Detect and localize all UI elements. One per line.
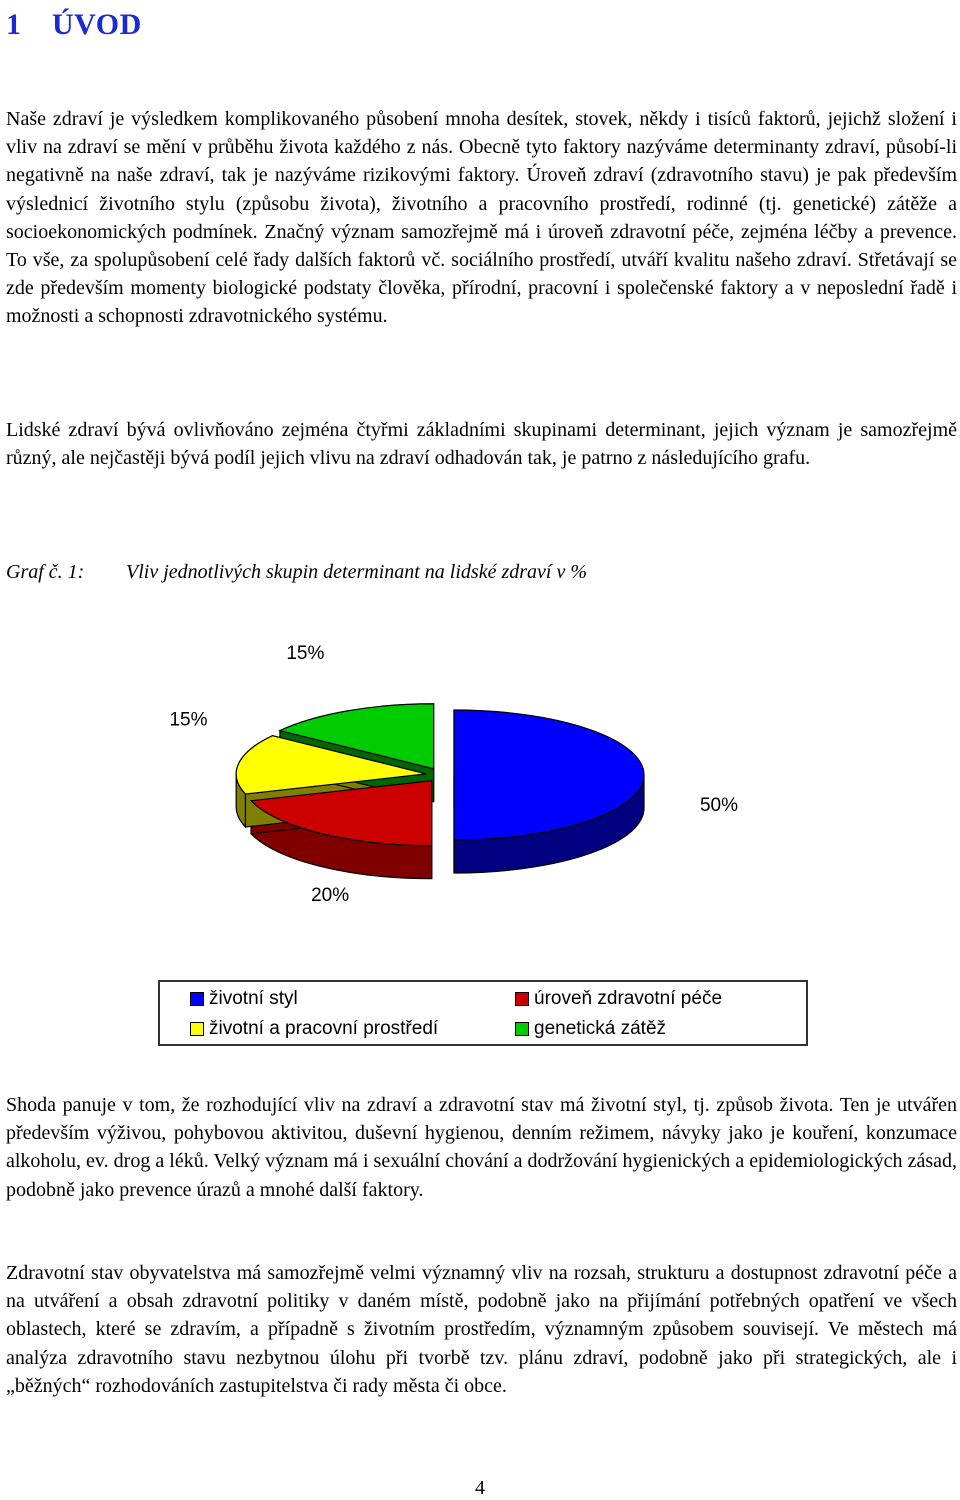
section-number: 1 <box>6 8 22 41</box>
pie-slice-label: 15% <box>169 709 208 731</box>
pie-slice-label: 50% <box>699 795 739 816</box>
caption-label: Graf č. 1: <box>6 561 85 583</box>
legend-label: úroveň zdravotní péče <box>534 988 723 1009</box>
legend-swatch <box>190 1022 204 1036</box>
legend-item <box>190 988 298 1010</box>
section-title: ÚVOD <box>52 8 142 41</box>
pie-slice-label: 20% <box>311 885 350 907</box>
section-heading <box>6 8 142 42</box>
pie-slice-label: 15% <box>286 642 325 664</box>
paragraph-intro: Naše zdraví je výsledkem komplikovaného působení mnoha desítek, stovek, někdy i tisíců faktorů, jejichž složení i vliv na zdraví se mění v průběhu života každého z nás. Obecně tyto faktory nazýváme determinanty zdraví, působí-li negativně na naše zdraví, tak je nazýváme rizikovými faktory. Úroveň zdraví (zdravotního stavu) je pak především výslednicí životního stylu (způsobu života), životního a pracovního prostředí, rodinné (tj. genetické) zátěže a socioekonomických podmínek. Značný význam samozřejmě má i úroveň zdravotní péče, zejména léčby a prevence. To vše, za spolupůsobení celé řady dalších faktorů vč. sociálního prostředí, utváří kvalitu našeho zdraví. Střetávají se zde především momenty biologické podstaty člověka, přírodní, pracovní i společenské faktory a v neposlední řadě i možnosti a schopnosti zdravotnického systému. <box>6 108 957 328</box>
paragraph-health-status: Zdravotní stav obyvatelstva má samozřejmě velmi významný vliv na rozsah, strukturu a dostupnost zdravotní péče a na utváření a obsah zdravotní politiky v daném místě, podobně jako na přijímání potřebných opatření ve všech oblastech, které se zdravím, a případně s životním prostředím, významným způsobem souvisejí. Ve městech má analýza zdravotního stavu nezbytnou úlohu při tvorbě tzv. plánu zdraví, podobně jako při strategických, ale i „běžných“ rozhodováních zastupitelstva či rady města či obce. <box>6 1262 957 1397</box>
pie-chart <box>160 642 800 920</box>
paragraph-determinants: Lidské zdraví bývá ovlivňováno zejména čtyřmi základními skupinami determinant, jejich význam je samozřejmě různý, ale nejčastěji bývá podíl jejich vlivu na zdraví odhadován tak, je patrno z následujícího grafu. <box>6 419 957 470</box>
legend-label: životní styl <box>209 988 298 1009</box>
paragraph-lifestyle: Shoda panuje v tom, že rozhodující vliv na zdraví a zdravotní stav má životní styl, tj. způsob života. Ten je utvářen především výživou, pohybovou aktivitou, duševní hygienou, denním režimem, návyky jako je kouření, konzumace alkoholu, ev. drog a léků. Velký význam má i sexuální chování a dodržování hygienických a epidemiologických zásad, podobně jako prevence úrazů a mnohé další faktory. <box>6 1094 957 1201</box>
chart-legend <box>158 980 808 1046</box>
legend-item <box>190 1018 438 1040</box>
legend-item <box>515 988 722 1010</box>
legend-label: genetická zátěž <box>534 1018 667 1039</box>
legend-swatch <box>515 1022 529 1036</box>
legend-swatch <box>515 992 529 1006</box>
legend-item <box>515 1018 666 1040</box>
caption-text: Vliv jednotlivých skupin determinant na lidské zdraví v % <box>126 561 587 583</box>
chart-caption <box>6 561 587 584</box>
legend-swatch <box>190 992 204 1006</box>
page-number: 4 <box>475 1477 485 1499</box>
legend-label: životní a pracovní prostředí <box>209 1018 439 1039</box>
